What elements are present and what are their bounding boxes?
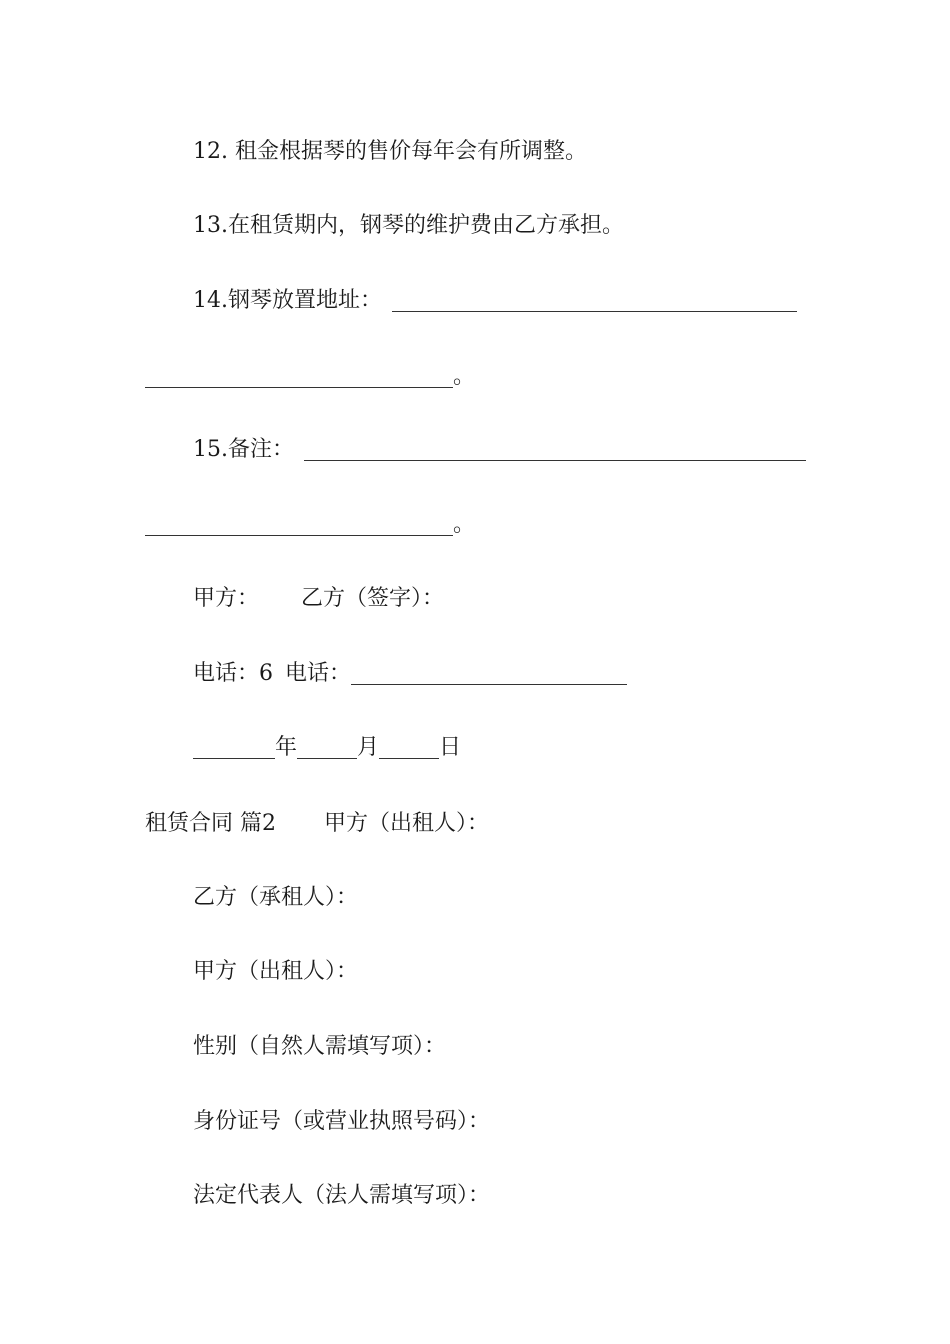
clause-14-continuation bbox=[145, 362, 475, 392]
clause-15-period: 。 bbox=[453, 512, 476, 537]
id-number-label: 身份证号（或营业执照号码）： bbox=[193, 1109, 491, 1134]
address-blank-line-2[interactable] bbox=[145, 365, 453, 388]
contract-2-heading: 租赁合同 篇2 bbox=[145, 811, 276, 836]
lessor-line-2 bbox=[193, 957, 358, 987]
month-label: 月 bbox=[357, 735, 380, 760]
clause-14 bbox=[193, 286, 797, 316]
clause-14-period: 。 bbox=[453, 364, 476, 389]
phone-line bbox=[193, 659, 627, 689]
gender-line bbox=[193, 1032, 446, 1062]
day-label: 日 bbox=[439, 735, 462, 760]
year-label: 年 bbox=[275, 735, 298, 760]
legal-rep-label: 法定代表人（法人需填写项）： bbox=[193, 1183, 491, 1208]
lessor-label: 甲方（出租人）： bbox=[324, 811, 490, 836]
contract-2-heading-line bbox=[145, 809, 489, 839]
phone-label-b: 电话： bbox=[285, 661, 352, 686]
lessor-label-2: 甲方（出租人）： bbox=[193, 959, 359, 984]
month-blank[interactable] bbox=[297, 736, 357, 759]
clause-15 bbox=[193, 435, 806, 465]
lessee-line bbox=[193, 883, 358, 913]
clause-14-label: 14.钢琴放置地址： bbox=[193, 288, 382, 313]
clause-12-text: 12. 租金根据琴的售价每年会有所调整。 bbox=[193, 139, 587, 164]
phone-blank[interactable] bbox=[351, 662, 627, 685]
party-a-label: 甲方： bbox=[193, 586, 260, 611]
clause-13-text: 13.在租赁期内，钢琴的维护费由乙方承担。 bbox=[193, 213, 624, 238]
legal-rep-line bbox=[193, 1181, 490, 1211]
id-number-line bbox=[193, 1107, 490, 1137]
clause-15-label: 15.备注： bbox=[193, 437, 294, 462]
date-line bbox=[193, 733, 461, 763]
remarks-blank-line-1[interactable] bbox=[304, 438, 806, 461]
lessee-label: 乙方（承租人）： bbox=[193, 885, 359, 910]
signature-parties bbox=[193, 584, 444, 614]
clause-15-continuation bbox=[145, 510, 475, 540]
party-b-sign-label: 乙方（签字）： bbox=[301, 586, 445, 611]
phone-label-a: 电话：6 bbox=[193, 661, 273, 686]
day-blank[interactable] bbox=[379, 736, 439, 759]
address-blank-line-1[interactable] bbox=[392, 289, 797, 312]
remarks-blank-line-2[interactable] bbox=[145, 513, 453, 536]
year-blank[interactable] bbox=[193, 736, 275, 759]
gender-label: 性别（自然人需填写项）： bbox=[193, 1034, 447, 1059]
clause-13 bbox=[193, 211, 624, 241]
clause-12 bbox=[193, 137, 587, 167]
